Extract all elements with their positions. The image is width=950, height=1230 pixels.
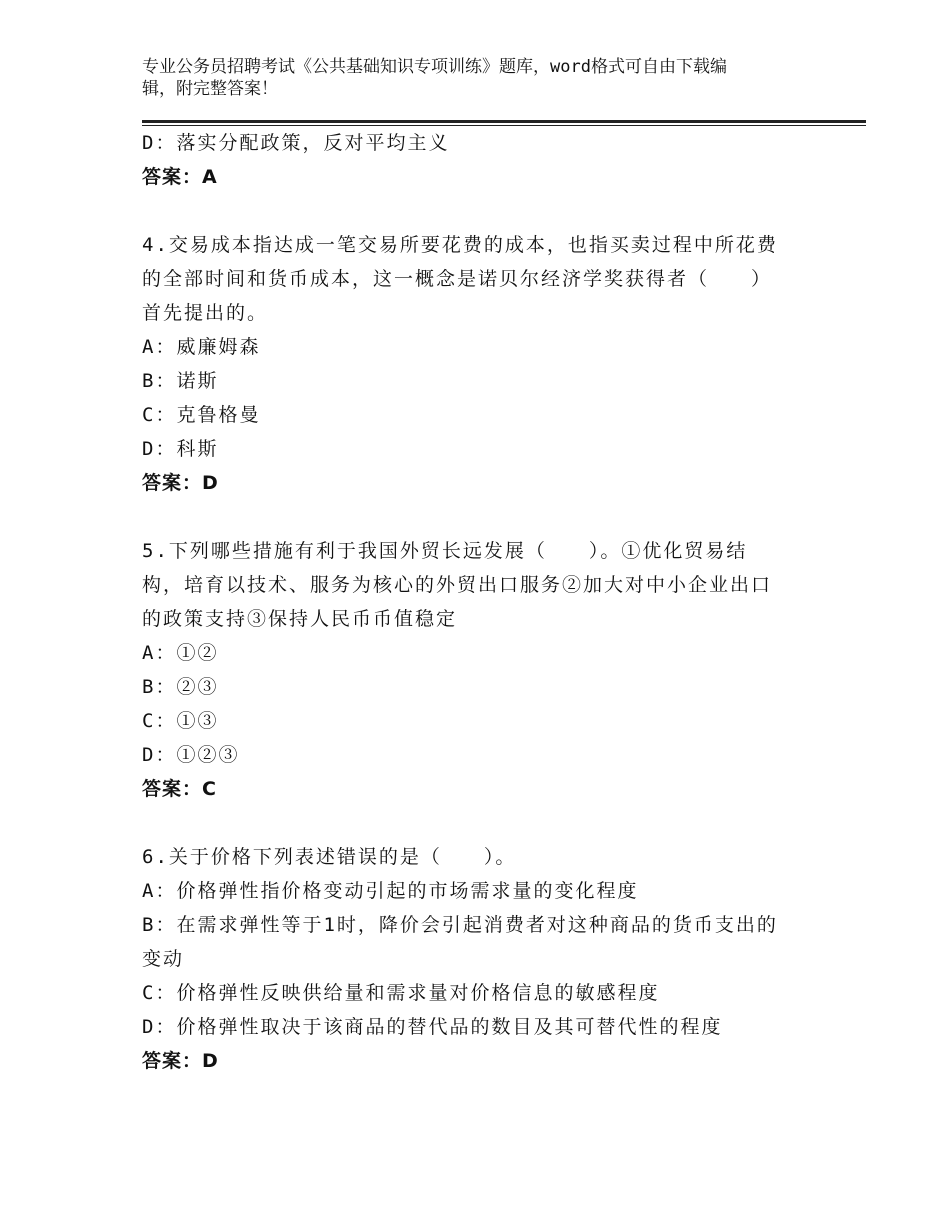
q4-stem-line-2: 的全部时间和货币成本，这一概念是诺贝尔经济学奖获得者（ ） [142, 268, 773, 290]
q6-answer: 答案：D [142, 1050, 219, 1072]
question-3-tail [142, 126, 842, 194]
q5-stem-line-3: 的政策支持③保持人民币币值稳定 [142, 608, 458, 630]
q6-option-c: C：价格弹性反映供给量和需求量对价格信息的敏感程度 [142, 982, 660, 1004]
q4-stem-line-1: 4.交易成本指达成一笔交易所要花费的成本，也指买卖过程中所花费 [142, 234, 778, 256]
q5-stem-line-1: 5.下列哪些措施有利于我国外贸长远发展（ ）。①优化贸易结 [142, 540, 748, 562]
q5-option-a: A：①② [142, 642, 219, 664]
document-body [142, 126, 842, 1078]
q6-option-a: A：价格弹性指价格变动引起的市场需求量的变化程度 [142, 880, 639, 902]
q5-answer: 答案：C [142, 778, 217, 800]
q4-answer: 答案：D [142, 472, 219, 494]
spacer [142, 194, 842, 228]
header-line-2: 辑，附完整答案！ [142, 79, 278, 99]
spacer [142, 500, 842, 534]
header-line-1: 专业公务员招聘考试《公共基础知识专项训练》题库，word格式可自由下载编 [142, 57, 727, 77]
question-4 [142, 228, 842, 500]
q5-option-c: C：①③ [142, 710, 219, 732]
question-6 [142, 840, 842, 1078]
q4-option-b: B：诺斯 [142, 370, 219, 392]
header-rule-thick [142, 120, 866, 123]
q4-option-c: C：克鲁格曼 [142, 404, 261, 426]
q5-stem-line-2: 构，培育以技术、服务为核心的外贸出口服务②加大对中小企业出口 [142, 574, 773, 596]
q3-answer: 答案：A [142, 166, 218, 188]
q5-option-d: D：①②③ [142, 744, 240, 766]
q6-option-d: D：价格弹性取决于该商品的替代品的数目及其可替代性的程度 [142, 1016, 723, 1038]
q4-option-a: A：威廉姆森 [142, 336, 261, 358]
q4-option-d: D：科斯 [142, 438, 219, 460]
q4-stem-line-3: 首先提出的。 [142, 302, 269, 324]
spacer [142, 806, 842, 840]
question-5 [142, 534, 842, 806]
page-header [142, 56, 792, 100]
q3-option-d: D：落实分配政策，反对平均主义 [142, 132, 450, 154]
q6-stem-line-1: 6.关于价格下列表述错误的是（ ）。 [142, 846, 517, 868]
q5-option-b: B：②③ [142, 676, 219, 698]
q6-option-b-line-2: 变动 [142, 948, 185, 970]
q6-option-b-line-1: B：在需求弹性等于1时，降价会引起消费者对这种商品的货币支出的 [142, 914, 778, 936]
